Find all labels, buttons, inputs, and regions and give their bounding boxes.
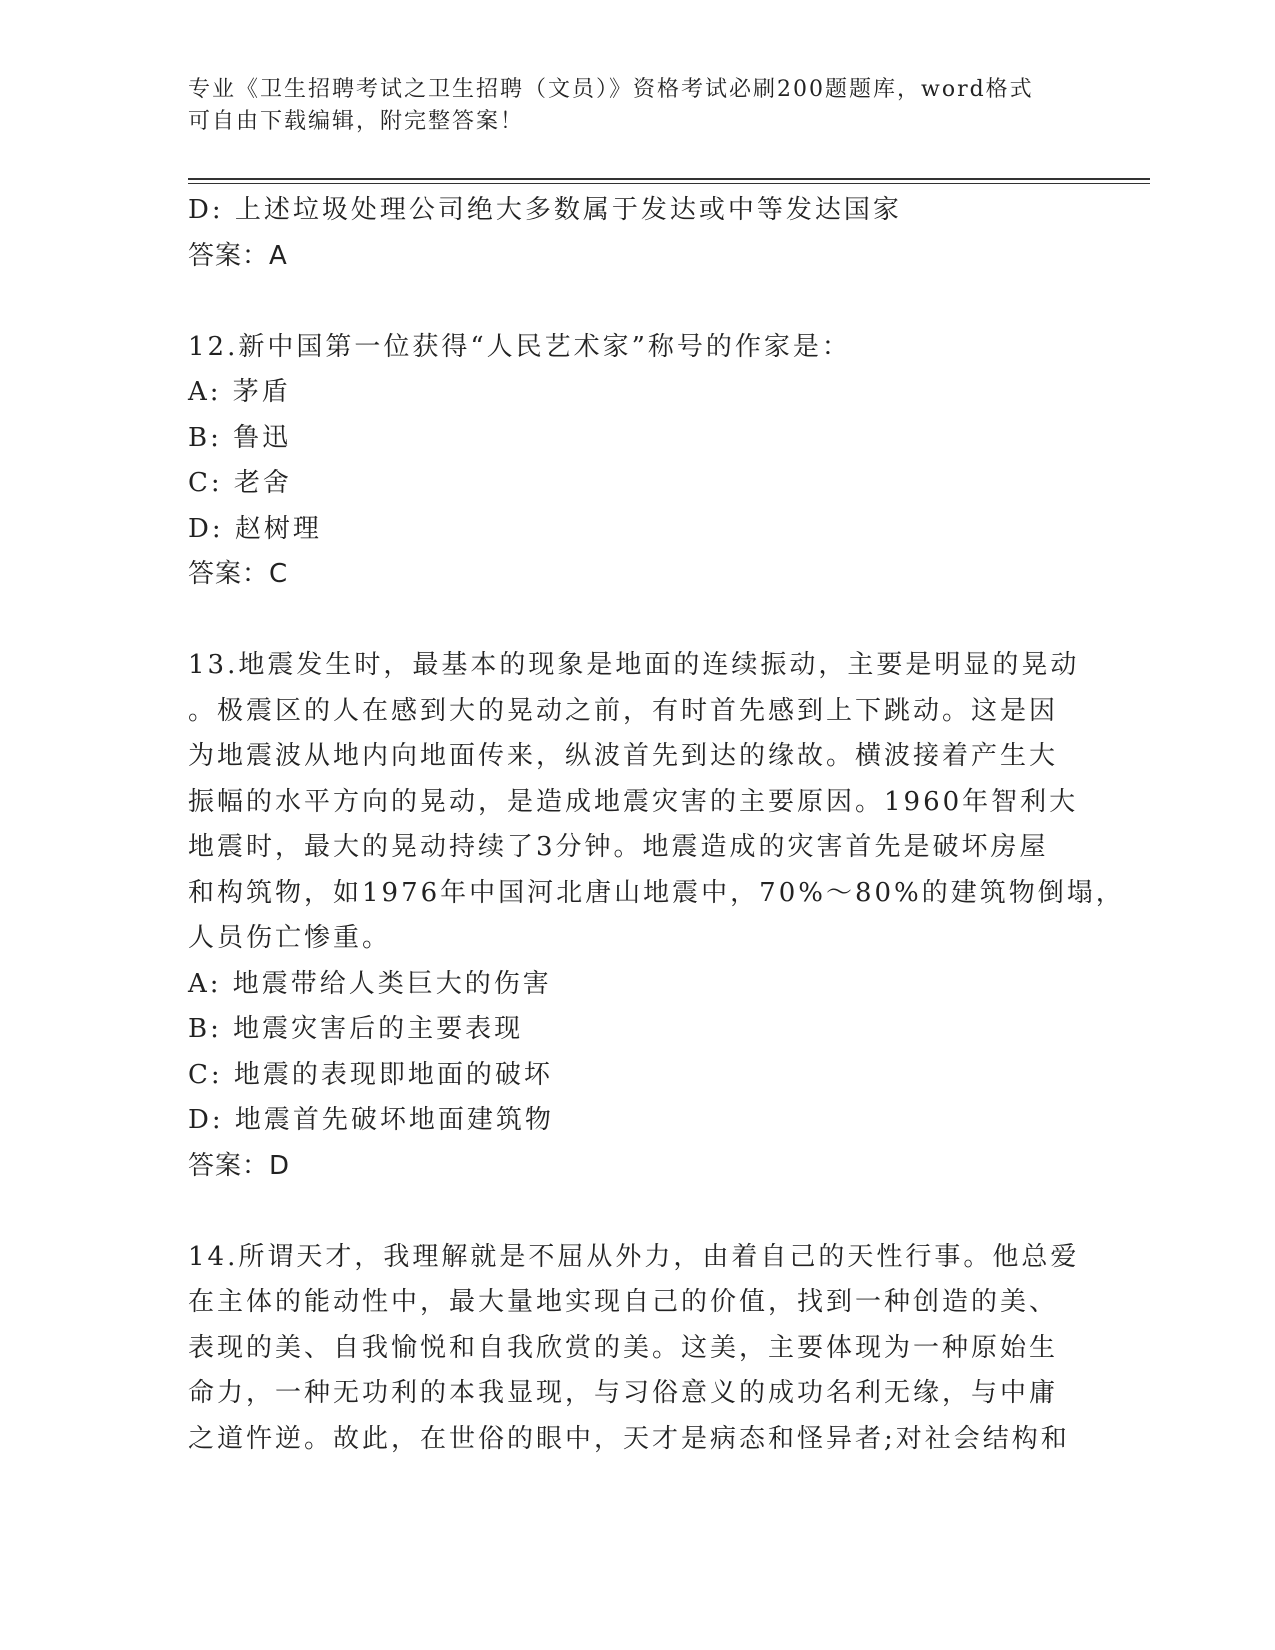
question-stem-line: 之道忤逆。故此，在世俗的眼中，天才是病态和怪异者;对社会结构和	[188, 1423, 1070, 1454]
header-divider-thick	[188, 178, 1150, 180]
option-c: C: 地震的表现即地面的破坏	[188, 1059, 553, 1090]
option-d: D: 地震首先破坏地面建筑物	[188, 1105, 554, 1135]
option-b: B: 鲁迅	[188, 422, 292, 453]
question-stem-line: 在主体的能动性中，最大量地实现自己的价值，找到一种创造的美、	[188, 1287, 1059, 1317]
question-body	[188, 188, 1125, 1462]
option-a: A: 茅盾	[188, 377, 291, 407]
question-stem-line: 13.地震发生时，最基本的现象是地面的连续振动，主要是明显的晃动	[188, 650, 1080, 680]
answer-line: 答案：A	[188, 240, 288, 271]
answer-line: 答案：C	[188, 559, 289, 589]
question-stem-line: 振幅的水平方向的晃动，是造成地震灾害的主要原因。1960年智利大	[188, 786, 1079, 817]
document-header	[188, 74, 1088, 138]
spacer	[188, 598, 1088, 644]
question-stem-line: 14.所谓天才，我理解就是不屈从外力，由着自己的天性行事。他总爱	[188, 1241, 1080, 1272]
question-13	[188, 643, 1125, 1189]
question-11-tail	[188, 188, 1088, 279]
question-stem-line: 和构筑物，如1976年中国河北唐山地震中，70%～80%的建筑物倒塌，	[188, 877, 1125, 908]
spacer	[188, 1189, 1088, 1235]
header-title-line-1: 专业《卫生招聘考试之卫生招聘（文员）》资格考试必刷200题题库，word格式	[188, 77, 1034, 102]
question-14	[188, 1235, 1088, 1463]
question-stem-line: 人员伤亡惨重。	[188, 923, 392, 953]
question-stem-line: 表现的美、自我愉悦和自我欣赏的美。这美，主要体现为一种原始生	[188, 1332, 1059, 1363]
option-a: A: 地震带给人类巨大的伤害	[188, 968, 552, 999]
spacer	[188, 279, 1088, 325]
answer-line: 答案：D	[188, 1150, 291, 1181]
option-b: B: 地震灾害后的主要表现	[188, 1014, 524, 1044]
option-c: C: 老舍	[188, 468, 292, 498]
option-d: D: 上述垃圾处理公司绝大多数属于发达或中等发达国家	[188, 195, 902, 225]
question-stem-line: 为地震波从地内向地面传来，纵波首先到达的缘故。横波接着产生大	[188, 741, 1059, 771]
header-divider-thin	[188, 183, 1150, 184]
header-title-line-2: 可自由下载编辑，附完整答案！	[188, 109, 525, 134]
option-d: D: 赵树理	[188, 513, 322, 544]
question-stem-line: 。极震区的人在感到大的晃动之前，有时首先感到上下跳动。这是因	[188, 695, 1059, 726]
question-12	[188, 325, 1088, 598]
question-stem: 12.新中国第一位获得“人民艺术家”称号的作家是：	[188, 331, 851, 362]
question-stem-line: 命力，一种无功利的本我显现，与习俗意义的成功名利无缘，与中庸	[188, 1378, 1059, 1408]
question-stem-line: 地震时，最大的晃动持续了3分钟。地震造成的灾害首先是破坏房屋	[188, 832, 1049, 862]
